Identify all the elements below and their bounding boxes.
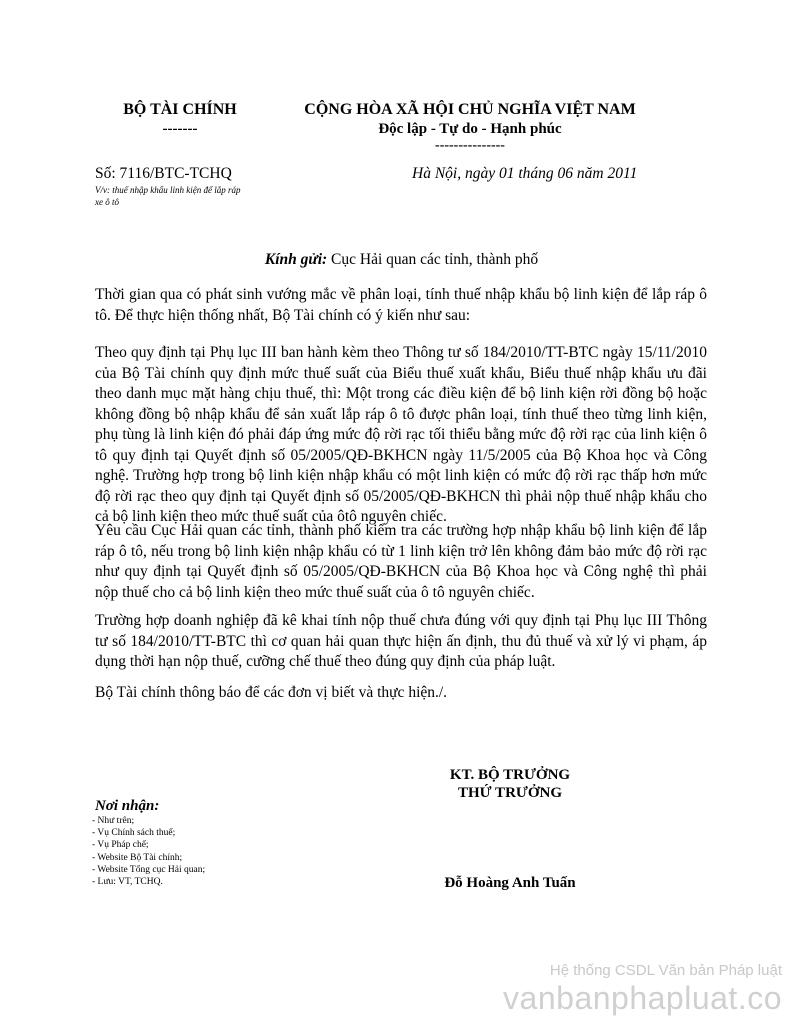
document-number: Số: 7116/BTC-TCHQ xyxy=(95,165,232,182)
national-header xyxy=(285,100,655,153)
recipient-item: - Website Bộ Tài chính; xyxy=(92,852,183,863)
body-paragraph-3: Yêu cầu Cục Hải quan các tỉnh, thành phố kiểm tra các trường hợp nhập khẩu bộ linh kiện để lắp ráp ô tô, nếu trong bộ linh kiện nhập khẩu có từ 1 linh kiện trở lên không đảm bảo mức độ rời rạc như quy định tại Quyết định số 05/2005/QĐ-BKHCN của Bộ Khoa học và Công nghệ thì phải nộp thuế cho cả bộ linh kiện theo mức thuế suất của ô tô nguyên chiếc. xyxy=(95,522,707,601)
recipients-title: Nơi nhận: xyxy=(95,798,160,814)
body-paragraph-1: Thời gian qua có phát sinh vướng mắc về phân loại, tính thuế nhập khẩu bộ linh kiện để lắp ráp ô tô. Để thực hiện thống nhất, Bộ Tài chính có ý kiến như sau: xyxy=(95,286,707,324)
watermark-site: vanbanphapluat.co xyxy=(503,980,782,1016)
signature-position: THỨ TRƯỞNG xyxy=(457,785,563,801)
body-paragraph-4: Trường hợp doanh nghiệp đã kê khai tính nộp thuế chưa đúng với quy định tại Phụ lục III Thông tư số 184/2010/TT-BTC thì cơ quan hải quan thực hiện ấn định, thu đủ thuế và xử lý vi phạm, áp dụng thời hạn nộp thuế, cưỡng chế thuế theo đúng quy định của pháp luật. xyxy=(95,612,707,670)
nation-title: CỘNG HÒA XÃ HỘI CHỦ NGHĨA VIỆT NAM xyxy=(304,101,636,118)
document-date: Hà Nội, ngày 01 tháng 06 năm 2011 xyxy=(412,165,638,182)
document-subject xyxy=(95,184,275,208)
ministry-divider: ------- xyxy=(162,121,198,137)
addressee-line xyxy=(95,250,708,270)
signer-name: Đỗ Hoàng Anh Tuấn xyxy=(444,875,576,891)
body-paragraph-2: Theo quy định tại Phụ lục III ban hành kèm theo Thông tư số 184/2010/TT-BTC ngày 15/11/2010 của Bộ Tài chính quy định mức thuế suất của Biểu thuế xuất khẩu, Biểu thuế nhập khẩu ưu đãi theo danh mục mặt hàng chịu thuế, thì: Một trong các điều kiện để bộ linh kiện rời đồng bộ hoặc không đồng bộ nhập khẩu để sản xuất lắp ráp ô tô được phân loại, tính thuế theo từng linh kiện, phụ tùng là linh kiện đó phải đáp ứng mức độ rời rạc tối thiểu bằng mức độ rời rạc của linh kiện ô tô quy định tại Quyết định số 05/2005/QĐ-BKHCN ngày 11/5/2005 của Bộ Khoa học và Công nghệ. Trường hợp trong bộ linh kiện nhập khẩu có một linh kiện có mức độ rời rạc thấp hơn mức độ rời rạc theo quy định tại Quyết định số 05/2005/QĐ-BKHCN thì phải nộp thuế nhập khẩu cho cả bộ linh kiện theo mức thuế suất của ôtô nguyên chiếc. xyxy=(95,344,707,525)
ministry-name: BỘ TÀI CHÍNH xyxy=(123,101,237,118)
national-motto: Độc lập - Tự do - Hạnh phúc xyxy=(378,121,562,137)
recipient-item: - Như trên; xyxy=(92,816,135,826)
recipient-item: - Vụ Pháp chế; xyxy=(92,840,149,851)
issuer-header xyxy=(95,100,265,138)
subject-line-2: xe ô tô xyxy=(95,197,119,207)
recipient-item: - Vụ Chính sách thuế; xyxy=(92,828,176,839)
subject-line-1: V/v: thuế nhập khẩu linh kiện để lắp ráp xyxy=(95,185,241,195)
body-paragraph-5: Bộ Tài chính thông báo để các đơn vị biết và thực hiện./. xyxy=(95,684,448,701)
watermark-caption: Hệ thống CSDL Văn bản Pháp luật xyxy=(549,962,782,979)
addressee-text: Cục Hải quan các tỉnh, thành phố xyxy=(327,251,539,268)
recipient-item: - Website Tổng cục Hải quan; xyxy=(92,864,206,875)
recipient-item: - Lưu: VT, TCHQ. xyxy=(92,877,163,888)
motto-divider: --------------- xyxy=(435,138,505,153)
signature-title: KT. BỘ TRƯỞNG xyxy=(449,767,571,783)
addressee-label: Kính gửi: xyxy=(264,251,328,268)
recipients-list xyxy=(92,815,205,888)
